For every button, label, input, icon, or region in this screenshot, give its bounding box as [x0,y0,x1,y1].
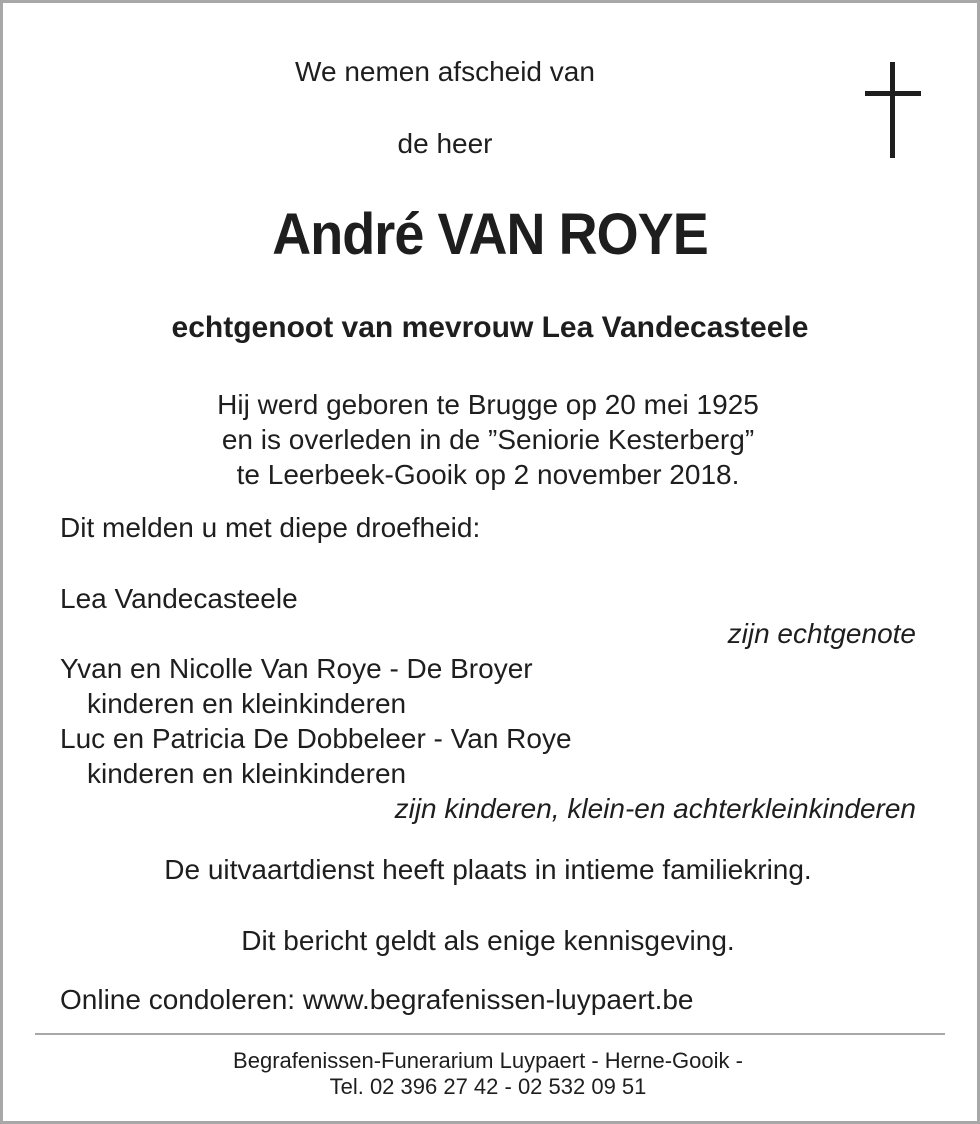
family-child-1-sub: kinderen en kleinkinderen [87,688,407,719]
birth-line-1: Hij werd geboren te Brugge op 20 mei 1925 [217,389,759,420]
deceased-name: André VAN ROYE [272,202,708,267]
family-spouse-role: zijn echtgenote [727,618,916,649]
announcement-text: Dit melden u met diepe droefheid: [60,512,481,543]
title-text: de heer [397,128,493,159]
family-spouse-name: Lea Vandecasteele [60,583,298,614]
funeral-note: De uitvaartdienst heeft plaats in intieme familiekring. [164,854,812,885]
footer-divider [35,1033,945,1035]
footer-phone: Tel. 02 396 27 42 - 02 532 09 51 [329,1074,647,1099]
cross-icon [865,62,921,158]
birth-line-2: en is overleden in de ”Seniorie Kesterberg” [221,424,755,455]
spouse-line: echtgenoot van mevrouw Lea Vandecasteele [171,311,809,344]
notice-note: Dit bericht geldt als enige kennisgeving. [241,925,735,956]
family-child-2-sub: kinderen en kleinkinderen [87,758,407,789]
condolence-text: Online condoleren: www.begrafenissen-luypaert.be [60,984,694,1015]
family-children-role: zijn kinderen, klein-en achterkleinkinderen [394,793,916,824]
family-child-1: Yvan en Nicolle Van Roye - De Broyer [60,653,533,684]
birth-line-3: te Leerbeek-Gooik op 2 november 2018. [236,459,740,490]
family-child-2: Luc en Patricia De Dobbeleer - Van Roye [60,723,572,754]
footer-company: Begrafenissen-Funerarium Luypaert - Herne-Gooik - [233,1048,743,1073]
intro-text: We nemen afscheid van [295,56,595,87]
